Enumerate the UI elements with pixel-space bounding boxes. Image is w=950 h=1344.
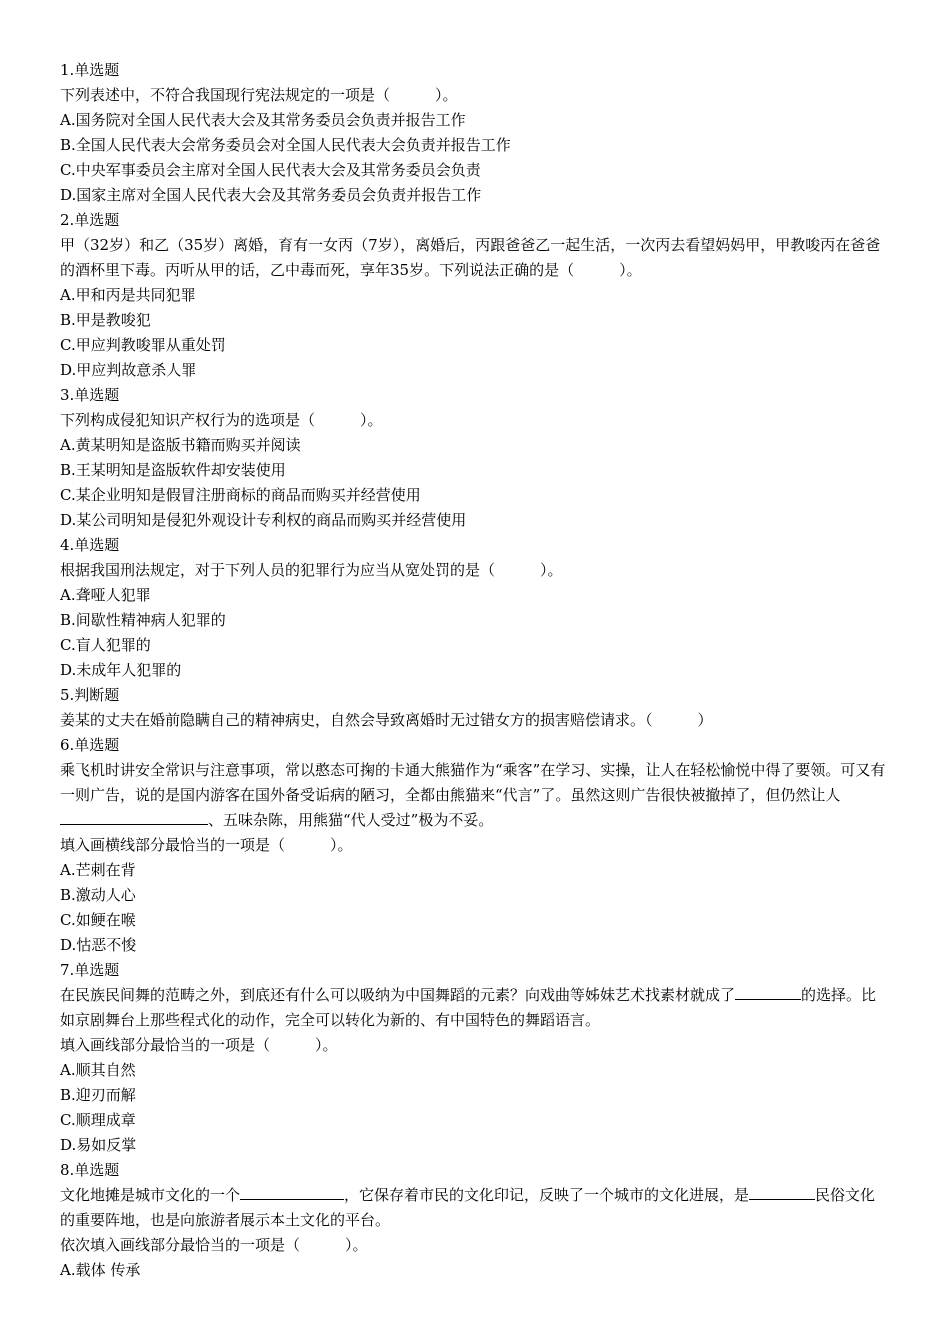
option-a: A.芒刺在背 [60, 861, 136, 879]
option-d: D.怙恶不悛 [60, 936, 137, 954]
question-stem: 下列构成侵犯知识产权行为的选项是（ ）。 [60, 411, 383, 429]
question-5 [60, 683, 890, 733]
option-c: C.甲应判教唆罪从重处罚 [60, 336, 226, 354]
option-a: A.甲和丙是共同犯罪 [60, 286, 196, 304]
stem-text: 、五味杂陈，用熊猫“代人受过”极为不妥。 [208, 811, 494, 829]
question-prompt: 依次填入画线部分最恰当的一项是（ ）。 [60, 1236, 368, 1254]
question-stem: 甲（32岁）和乙（35岁）离婚，育有一女丙（7岁），离婚后，丙跟爸爸乙一起生活，一次丙去看望妈妈甲，甲教唆丙在爸爸的酒杯里下毒。丙听从甲的话，乙中毒而死，享年35岁。下列说法正确的是（ ）。 [60, 236, 881, 279]
question-header: 5.判断题 [60, 686, 120, 704]
option-c: C.盲人犯罪的 [60, 636, 151, 654]
option-d: D.易如反掌 [60, 1136, 137, 1154]
fill-blank [60, 808, 208, 825]
option-b: B.全国人民代表大会常务委员会对全国人民代表大会负责并报告工作 [60, 136, 511, 154]
question-stem: 下列表述中，不符合我国现行宪法规定的一项是（ ）。 [60, 86, 458, 104]
fill-blank [735, 983, 801, 1000]
option-b: B.迎刃而解 [60, 1086, 136, 1104]
question-header: 6.单选题 [60, 736, 120, 754]
option-c: C.某企业明知是假冒注册商标的商品而购买并经营使用 [60, 486, 421, 504]
question-header: 3.单选题 [60, 386, 120, 404]
option-c: C.中央军事委员会主席对全国人民代表大会及其常务委员会负责 [60, 161, 481, 179]
question-3 [60, 383, 890, 533]
fill-blank [240, 1183, 344, 1200]
stem-text: 的选择。比如京剧舞台上那些程式化的动作，完全可以转化为新的、有中国特色的舞蹈语言。 [60, 986, 877, 1029]
fill-blank [749, 1183, 815, 1200]
stem-text: 乘飞机时讲安全常识与注意事项，常以憨态可掬的卡通大熊猫作为“乘客”在学习、实操，让人在轻松愉悦中得了要领。可又有一则广告，说的是国内游客在国外备受诟病的陋习，全都由熊猫来“代言”了。虽然这则广告很快被撤掉了，但仍然让人 [60, 761, 886, 804]
question-header: 4.单选题 [60, 536, 120, 554]
question-2 [60, 208, 890, 383]
question-stem: 根据我国刑法规定，对于下列人员的犯罪行为应当从宽处罚的是（ ）。 [60, 561, 563, 579]
question-header: 1.单选题 [60, 61, 120, 79]
question-prompt: 填入画横线部分最恰当的一项是（ ）。 [60, 836, 353, 854]
question-stem: 姜某的丈夫在婚前隐瞒自己的精神病史，自然会导致离婚时无过错女方的损害赔偿请求。（ ） [60, 711, 713, 729]
option-d: D.甲应判故意杀人罪 [60, 361, 197, 379]
question-header: 7.单选题 [60, 961, 120, 979]
question-6 [60, 733, 890, 958]
option-a: A.黄某明知是盗版书籍而购买并阅读 [60, 436, 301, 454]
option-a: A.顺其自然 [60, 1061, 136, 1079]
question-4 [60, 533, 890, 683]
question-stem [60, 1183, 890, 1233]
option-d: D.某公司明知是侵犯外观设计专利权的商品而购买并经营使用 [60, 511, 467, 529]
question-stem [60, 983, 890, 1033]
option-a: A.载体 传承 [60, 1261, 141, 1279]
question-1 [60, 58, 890, 208]
stem-text: 民俗文化的重要阵地，也是向旅游者展示本土文化的平台。 [60, 1186, 876, 1229]
option-d: D.未成年人犯罪的 [60, 661, 182, 679]
question-7 [60, 958, 890, 1158]
stem-text: 在民族民间舞的范畴之外，到底还有什么可以吸纳为中国舞蹈的元素？向戏曲等姊妹艺术找素材就成了 [60, 986, 736, 1004]
option-b: B.王某明知是盗版软件却安装使用 [60, 461, 286, 479]
stem-text: 文化地摊是城市文化的一个 [60, 1186, 241, 1204]
option-b: B.甲是教唆犯 [60, 311, 151, 329]
question-8 [60, 1158, 890, 1283]
question-header: 8.单选题 [60, 1161, 120, 1179]
option-c: C.顺理成章 [60, 1111, 136, 1129]
question-header: 2.单选题 [60, 211, 120, 229]
question-stem [60, 758, 890, 833]
question-prompt: 填入画线部分最恰当的一项是（ ）。 [60, 1036, 338, 1054]
stem-text: ，它保存着市民的文化印记，反映了一个城市的文化进展，是 [344, 1186, 750, 1204]
option-d: D.国家主席对全国人民代表大会及其常务委员会负责并报告工作 [60, 186, 482, 204]
option-a: A.聋哑人犯罪 [60, 586, 151, 604]
option-b: B.间歇性精神病人犯罪的 [60, 611, 226, 629]
option-c: C.如鲠在喉 [60, 911, 136, 929]
option-b: B.激动人心 [60, 886, 136, 904]
option-a: A.国务院对全国人民代表大会及其常务委员会负责并报告工作 [60, 111, 466, 129]
